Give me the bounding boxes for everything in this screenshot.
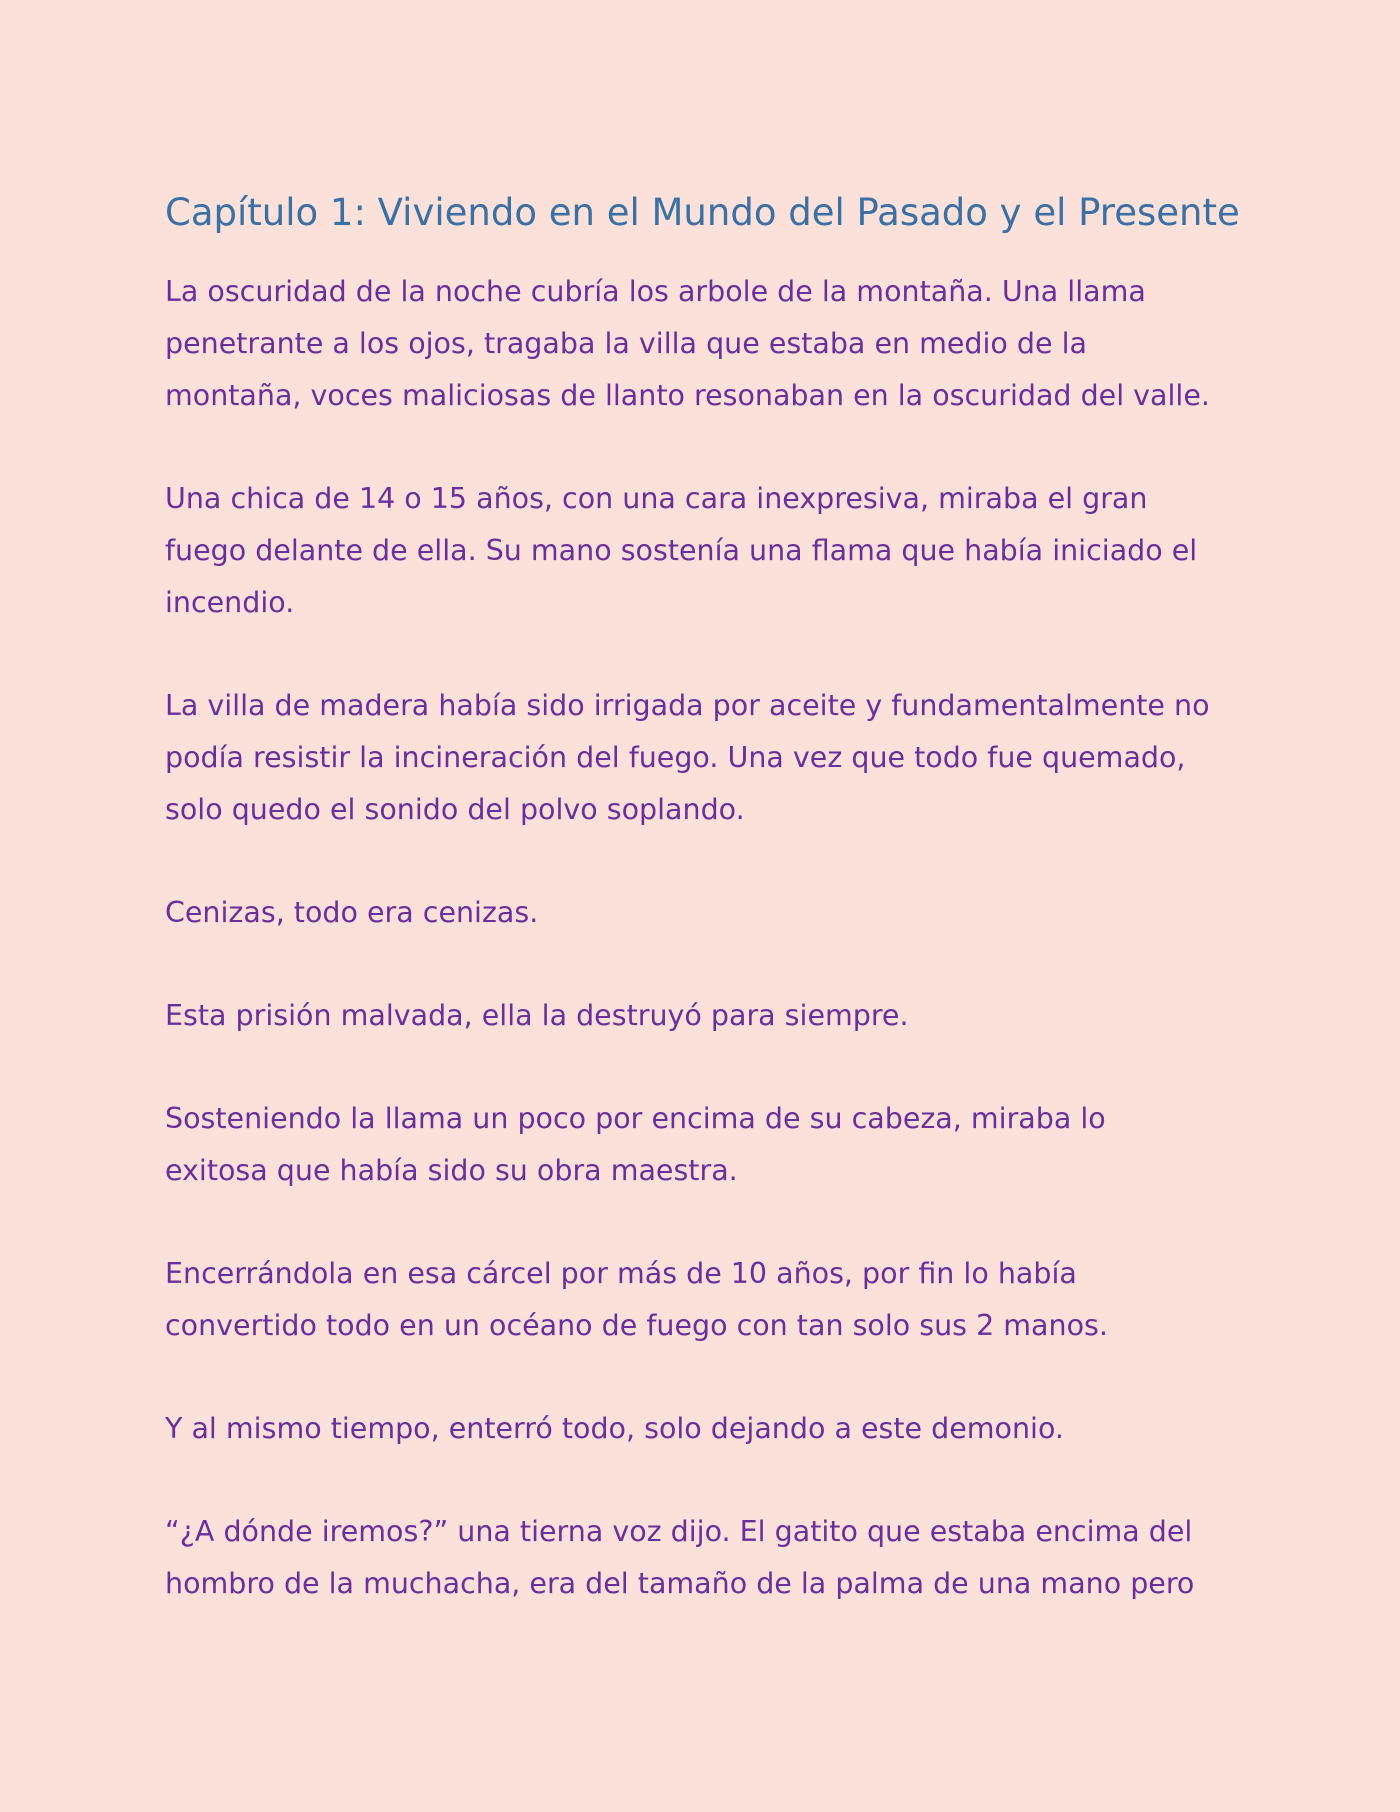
paragraph-line: La villa de madera había sido irrigada por aceite y fundamentalmente no — [165, 689, 1210, 723]
paragraph-line: solo quedo el sonido del polvo soplando. — [165, 793, 745, 827]
paragraph-line: Esta prisión malvada, ella la destruyó para siempre. — [165, 999, 909, 1033]
paragraph — [165, 680, 1285, 836]
paragraph — [165, 1248, 1285, 1352]
paragraph-line: incendio. — [165, 586, 295, 620]
paragraph-line: Cenizas, todo era cenizas. — [165, 896, 539, 930]
paragraph — [165, 887, 1285, 939]
paragraph — [165, 1093, 1285, 1197]
paragraph — [165, 1506, 1285, 1610]
paragraph-line: “¿A dónde iremos?” una tierna voz dijo. El gatito que estaba encima del — [165, 1515, 1193, 1549]
paragraph-line: Y al mismo tiempo, enterró todo, solo dejando a este demonio. — [165, 1412, 1064, 1446]
paragraph-line: Encerrándola en esa cárcel por más de 10 años, por fin lo había — [165, 1257, 1077, 1291]
paragraph-line: Sosteniendo la llama un poco por encima de su cabeza, miraba lo — [165, 1102, 1106, 1136]
paragraph-line: penetrante a los ojos, tragaba la villa que estaba en medio de la — [165, 327, 1087, 361]
chapter-title: Capítulo 1: Viviendo en el Mundo del Pasado y el Presente — [165, 191, 1240, 234]
paragraph-line: La oscuridad de la noche cubría los arbole de la montaña. Una llama — [165, 275, 1146, 309]
paragraph-line: Una chica de 14 o 15 años, con una cara inexpresiva, miraba el gran — [165, 482, 1148, 516]
paragraph — [165, 1403, 1285, 1455]
paragraph-line: podía resistir la incineración del fuego. Una vez que todo fue quemado, — [165, 741, 1186, 775]
paragraph — [165, 473, 1285, 629]
paragraph-line: exitosa que había sido su obra maestra. — [165, 1154, 738, 1188]
paragraph-line: hombro de la muchacha, era del tamaño de la palma de una mano pero — [165, 1567, 1195, 1601]
paragraph-line: convertido todo en un océano de fuego con tan solo sus 2 manos. — [165, 1309, 1108, 1343]
paragraph — [165, 266, 1285, 422]
paragraph-line: montaña, voces maliciosas de llanto resonaban en la oscuridad del valle. — [165, 379, 1210, 413]
paragraph-line: fuego delante de ella. Su mano sostenía una flama que había iniciado el — [165, 534, 1198, 568]
chapter-body — [165, 266, 1285, 1610]
document-page — [165, 190, 1285, 1661]
paragraph — [165, 990, 1285, 1042]
